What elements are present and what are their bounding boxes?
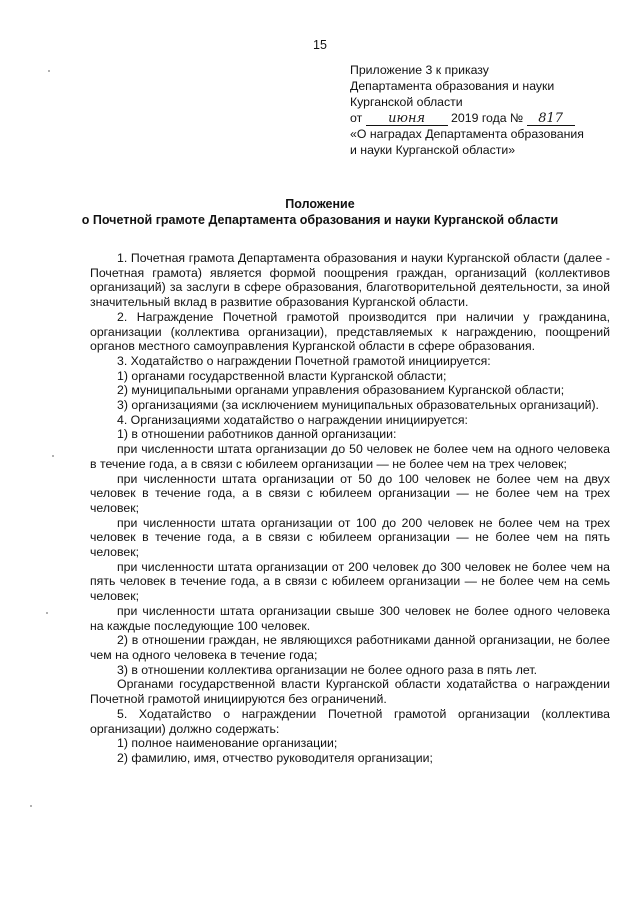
document-body: [90, 251, 610, 766]
paragraph: 4. Организациями ходатайство о награждении инициируется:: [117, 412, 468, 427]
scan-speck: [46, 612, 48, 614]
paragraph: при численности штата организации от 100 до 200 человек не более чем на трех человек в течение года, а в связи с юбилеем организации — не более чем на пять человек;: [90, 515, 610, 560]
paragraph: при численности штата организации от 50 до 100 человек не более чем на двух человек в течение года, а в связи с юбилеем организации — не более чем на трех человек;: [90, 471, 610, 515]
paragraph: 3. Ходатайство о награждении Почетной грамотой инициируется:: [117, 353, 491, 368]
document-title: [0, 196, 640, 228]
scan-speck: [48, 70, 50, 72]
handwritten-date: июня: [366, 112, 448, 126]
paragraph: при численности штата организации от 200 человек до 300 человек не более чем на пять человек в течение года, а в связи с юбилеем организации — не более чем на семь человек;: [90, 559, 610, 604]
paragraph: при численности штата организации свыше 300 человек не более одного человека на каждые последующие 100 человек.: [90, 603, 610, 633]
paragraph: 2) муниципальными органами управления образованием Курганской области;: [117, 383, 565, 398]
title-heading: Положение: [285, 197, 355, 211]
paragraph: 2. Награждение Почетной грамотой производится при наличии у гражданина, организации (коллектива организации), представляемых к награждению, поощрений органов местного самоуправления Курганской области в сфере образования.: [90, 309, 610, 354]
paragraph: 1) в отношении работников данной организации:: [117, 427, 397, 442]
order-prefix: от: [350, 111, 363, 125]
paragraph: 3) организациями (за исключением муниципальных образовательных организаций).: [117, 398, 599, 413]
paragraph: Органами государственной власти Курганской области ходатайства о награждении Почетной грамотой инициируются без ограничений.: [90, 677, 610, 707]
scan-speck: [52, 455, 54, 457]
page-number: 15: [313, 38, 327, 52]
paragraph: 2) в отношении граждан, не являющихся работниками данной организации, не более чем на одного человека в течение года;: [90, 633, 610, 662]
paragraph: 5. Ходатайство о награждении Почетной грамотой организации (коллектива организации) должно содержать:: [90, 706, 610, 736]
department-line: Департамента образования и науки: [350, 79, 555, 93]
paragraph: 2) фамилию, имя, отчество руководителя организации;: [117, 750, 433, 765]
paragraph: 1) органами государственной власти Курганской области;: [117, 368, 447, 383]
paragraph: при численности штата организации до 50 человек не более чем на одного человека в течение года, а в связи с юбилеем организации — не более чем на трех человек;: [90, 442, 610, 471]
title-subheading: о Почетной грамоте Департамента образования и науки Курганской области: [81, 213, 559, 227]
handwritten-order-number: 817: [527, 112, 575, 126]
paragraph: 1. Почетная грамота Департамента образования и науки Курганской области (далее - Почетная грамота) является формой поощрения граждан, организаций (коллективов организаций) за заслуги в сфере образования, благотворительной деятельности, за иной значительный вклад в развитие образования Курганской области.: [90, 251, 610, 310]
scan-speck: [30, 805, 32, 807]
order-title-line1: «О наградах Департамента образования: [350, 127, 584, 141]
appendix-label: Приложение 3 к приказу: [350, 63, 489, 77]
order-year: 2019 года №: [451, 111, 524, 125]
order-date-line: [350, 110, 612, 126]
order-title-line2: и науки Курганской области»: [350, 143, 516, 157]
paragraph: 3) в отношении коллектива организации не более одного раза в пять лет.: [117, 662, 538, 677]
order-reference-block: [350, 62, 612, 158]
region-line: Курганской области: [350, 95, 463, 109]
paragraph: 1) полное наименование организации;: [117, 736, 338, 751]
